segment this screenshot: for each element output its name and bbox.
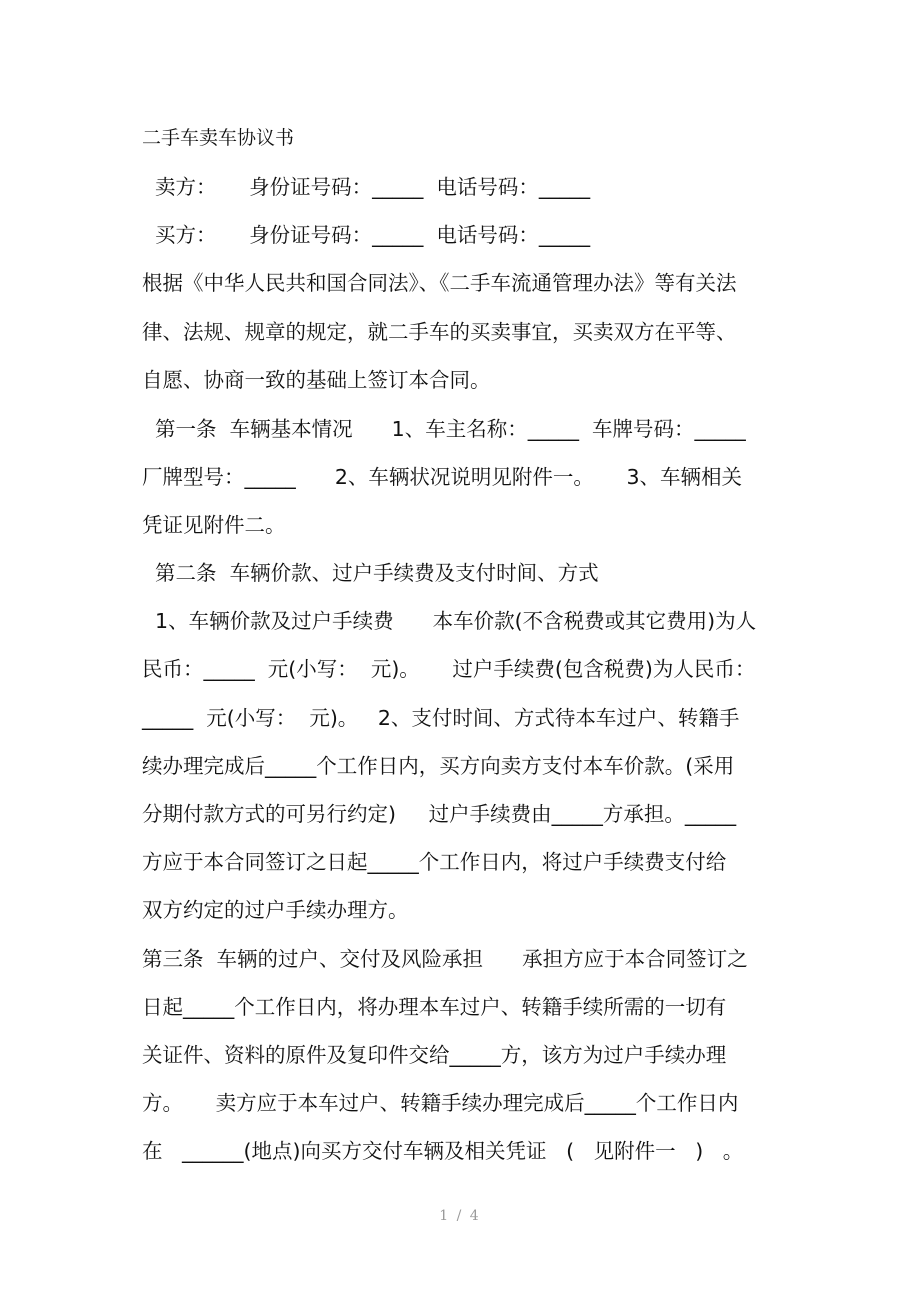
seller-info-line: 卖方： 身份证号码：_____ 电话号码：_____	[142, 175, 591, 199]
body-line: _____ 元(小写： 元)。 2、支付时间、方式待本车过户、转籍手	[142, 706, 740, 730]
page-indicator: 1 / 4	[439, 1208, 481, 1224]
body-line: 凭证见附件二。	[142, 513, 286, 537]
body-line: 方应于本合同签订之日起_____个工作日内，将过户手续费支付给	[142, 850, 727, 874]
body-line: 1、车辆价款及过户手续费 本车价款(不含税费或其它费用)为人	[142, 609, 757, 633]
body-line: 分期付款方式的可另行约定) 过户手续费由_____方承担。_____	[142, 802, 737, 826]
body-line: 厂牌型号：_____ 2、车辆状况说明见附件一。 3、车辆相关	[142, 465, 743, 489]
body-line: 在 ______(地点)向买方交付车辆及相关凭证 ( 见附件一 ) 。	[142, 1139, 744, 1163]
body-line: 日起_____个工作日内，将办理本车过户、转籍手续所需的一切有	[142, 995, 727, 1019]
body-line: 自愿、协商一致的基础上签订本合同。	[142, 368, 491, 392]
body-line: 续办理完成后_____个工作日内，买方向卖方支付本车价款。(采用	[142, 754, 735, 778]
document-title: 二手车卖车协议书	[142, 127, 295, 149]
body-line: 民币：_____ 元(小写： 元)。 过户手续费(包含税费)为人民币：	[142, 657, 756, 681]
article-1-line: 第一条 车辆基本情况 1、车主名称：_____ 车牌号码：_____	[142, 417, 746, 441]
body-line: 双方约定的过户手续办理方。	[142, 898, 409, 922]
buyer-info-line: 买方： 身份证号码：_____ 电话号码：_____	[142, 223, 591, 247]
body-line: 律、法规、规章的规定，就二手车的买卖事宜，买卖双方在平等、	[142, 320, 737, 344]
body-line: 方。 卖方应于本车过户、转籍手续办理完成后_____个工作日内	[142, 1091, 739, 1115]
body-line: 根据《中华人民共和国合同法》、《二手车流通管理办法》等有关法	[142, 271, 737, 295]
article-3-line: 第三条 车辆的过户、交付及风险承担 承担方应于本合同签订之	[142, 947, 748, 971]
article-2-heading: 第二条 车辆价款、过户手续费及支付时间、方式	[142, 561, 599, 585]
body-line: 关证件、资料的原件及复印件交给_____方，该方为过户手续办理	[142, 1043, 727, 1067]
